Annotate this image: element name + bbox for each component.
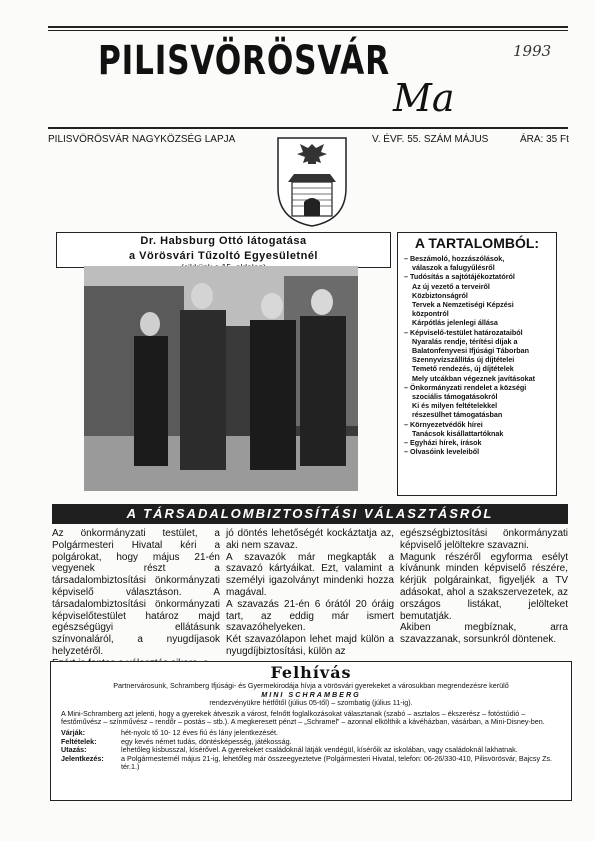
notice-title: Felhívás bbox=[270, 663, 352, 682]
top-rule bbox=[48, 26, 568, 28]
toc-item: Tervek a Nemzetiségi Képzési bbox=[412, 300, 514, 310]
article-column-3: egészségbiztosítási önkormányzati képviselő jelöltekre szavazni. Magunk részéről egyforma esélyt kívánunk minden képviselő részére, kérjük polgárainkat, figyeljék a TV adásokat, ahol a szakszervezetek, az országos listákat, jelölteket bemutatják. Akiben megbíznak, arra szavazzanak, sorsunkról döntenek. bbox=[400, 528, 568, 646]
toc-item: – Olvasóink leveleiből bbox=[404, 447, 480, 457]
price: ÁRA: 35 Ft bbox=[520, 134, 569, 145]
toc-item: Szennyvízszállítás új díjtételei bbox=[412, 355, 515, 365]
toc-item: – Beszámoló, hozzászólások, bbox=[404, 254, 505, 263]
toc-item: Mely utcákban végeznek javításokat bbox=[412, 373, 536, 383]
notice-dates: rendezvényükre hétfőtől (július 05-től) – szombatig (július 11-ig). bbox=[209, 698, 413, 708]
handwritten-year: 1993 bbox=[513, 42, 552, 60]
notice-intro: Partnervárosunk, Schramberg Ifjúsági- és Gyermekirodája hívja a vörösvári gyerekeket a városukban megrendezésre kerülő bbox=[113, 681, 509, 690]
toc-item: Nyaralás rendje, térítési díjak a bbox=[412, 336, 518, 346]
masthead-title: PILISVÖRÖSVÁR bbox=[98, 38, 390, 84]
toc-item: – Képviselő-testület határozataiból bbox=[404, 327, 523, 337]
article-column-2: jó döntés lehetőségét kockáztatja az, aki nem szavaz. A szavazók már megkapták a szavazó kártyáikat. Ezt, valamint a személyi igazolványt mindenki hozza magával. A szavazás 21-én 6 órától 20 óráig tart, az eddig már ismert szavazóhelyeken. Két szavazólapon lehet majd külön a nyugdíjbiztosítási, külön az bbox=[226, 528, 394, 657]
toc-item: Az új vezető a terveiről bbox=[412, 281, 490, 291]
toc-item: Balatonfenyvesi Ifjúsági Táborban bbox=[412, 346, 530, 356]
notice-row-key: Várják: bbox=[61, 727, 85, 737]
town-crest-icon bbox=[274, 136, 350, 228]
lead-headline-line2: a Vörösvári Tűzoltó Egyesületnél bbox=[129, 250, 318, 262]
lead-headline-line1: Dr. Habsburg Ottó látogatása bbox=[140, 235, 307, 247]
toc-title: A TARTALOMBÓL: bbox=[414, 235, 540, 251]
notice-row-value: a Polgármesternél május 21-ig, lehetőleg már összeegyeztetve (Polgármesteri Hivatal, telefon: 06-26/330-410, Pilisvörösvár, Bajcsy Zs. tér.1.) bbox=[121, 753, 553, 772]
toc-item: Ki és milyen feltételekkel bbox=[412, 401, 498, 411]
toc-item: Kárpótlás jelenlegi állása bbox=[412, 318, 498, 328]
notice-row-value: hét-nyolc tő 10- 12 éves fiú és lány jelentkezését. bbox=[121, 727, 279, 737]
toc-item: Tanácsok kisállattartóknak bbox=[412, 428, 504, 438]
toc-item: – Egyházi hírek, írások bbox=[404, 438, 482, 448]
toc-box bbox=[397, 232, 557, 496]
toc-item: Temető rendezés, új díjtételek bbox=[412, 364, 514, 374]
lead-photo bbox=[84, 266, 358, 491]
notice-row-key: Feltételek: bbox=[61, 736, 97, 746]
notice-body: A Mini-Schramberg azt jelenti, hogy a gyerekek átveszik a várost, felnőtt foglalkozásokat választanak (szabó – asztalos – ékszerész – fotóstúdió – festőművész – színművész – rendőr – postás – stb.). A megkeresett pénzt – „Schramel” – azonnal elkölthik a kávéházban, vásárban, a Mini-Disney-ben. bbox=[61, 708, 545, 727]
masthead-suffix: Ma bbox=[393, 76, 455, 120]
toc-list bbox=[404, 254, 556, 456]
notice-row bbox=[51, 755, 571, 772]
notice-rows bbox=[51, 729, 571, 772]
toc-item: válaszok a falugyűlésről bbox=[412, 263, 495, 273]
notice-row-value: egy kevés német tudás, döntésképesség, játékosság. bbox=[121, 736, 292, 746]
toc-item: részesülhet támogatásban bbox=[412, 410, 503, 420]
notice-event: MINI SCHRAMBERG bbox=[261, 689, 361, 699]
toc-item: – Tudósítás a sajtótájékoztatóról bbox=[404, 272, 515, 282]
lead-headline-box bbox=[56, 232, 391, 268]
notice-row-value: lehetőleg kisbusszal, kísérővel. A gyerekeket családoknál látják vendégül, kísérőik az iskolában, vagy családoknál lakhatnak. bbox=[121, 745, 518, 755]
masthead-subtitle: PILISVÖRÖSVÁR NAGYKÖZSÉG LAPJA bbox=[48, 134, 236, 145]
article-heading: A TÁRSADALOMBIZTOSÍTÁSI VÁLASZTÁSRÓL bbox=[52, 504, 568, 524]
masthead-rule bbox=[48, 127, 568, 129]
toc-item: Közbiztonságról bbox=[412, 290, 468, 300]
toc-item: – Környezetvédők hírei bbox=[404, 419, 483, 429]
article-column-1: Az önkormányzati testület, a Polgármesteri Hivatal kéri a polgárokat, hogy május 21-én vegyenek részt a társadalombiztosítási önkormányzati képviselő választáson. A társadalombiztosítási önkormányzati képviselőtestület határoz majd egészségügyi ellátásunk színvonaláról, a nyugdíjasok helyzetéről. bbox=[52, 528, 220, 657]
issue-info: V. ÉVF. 55. SZÁM MÁJUS bbox=[372, 134, 489, 145]
notice-box bbox=[50, 661, 572, 801]
toc-item: szociális támogatásokról bbox=[412, 392, 498, 402]
notice-row-key: Utazás: bbox=[61, 745, 87, 755]
notice-row-key: Jelentkezés: bbox=[61, 753, 104, 763]
top-rule-thin bbox=[48, 30, 568, 31]
toc-item: – Önkormányzati rendelet a községi bbox=[404, 382, 527, 392]
toc-item: központról bbox=[412, 309, 449, 319]
